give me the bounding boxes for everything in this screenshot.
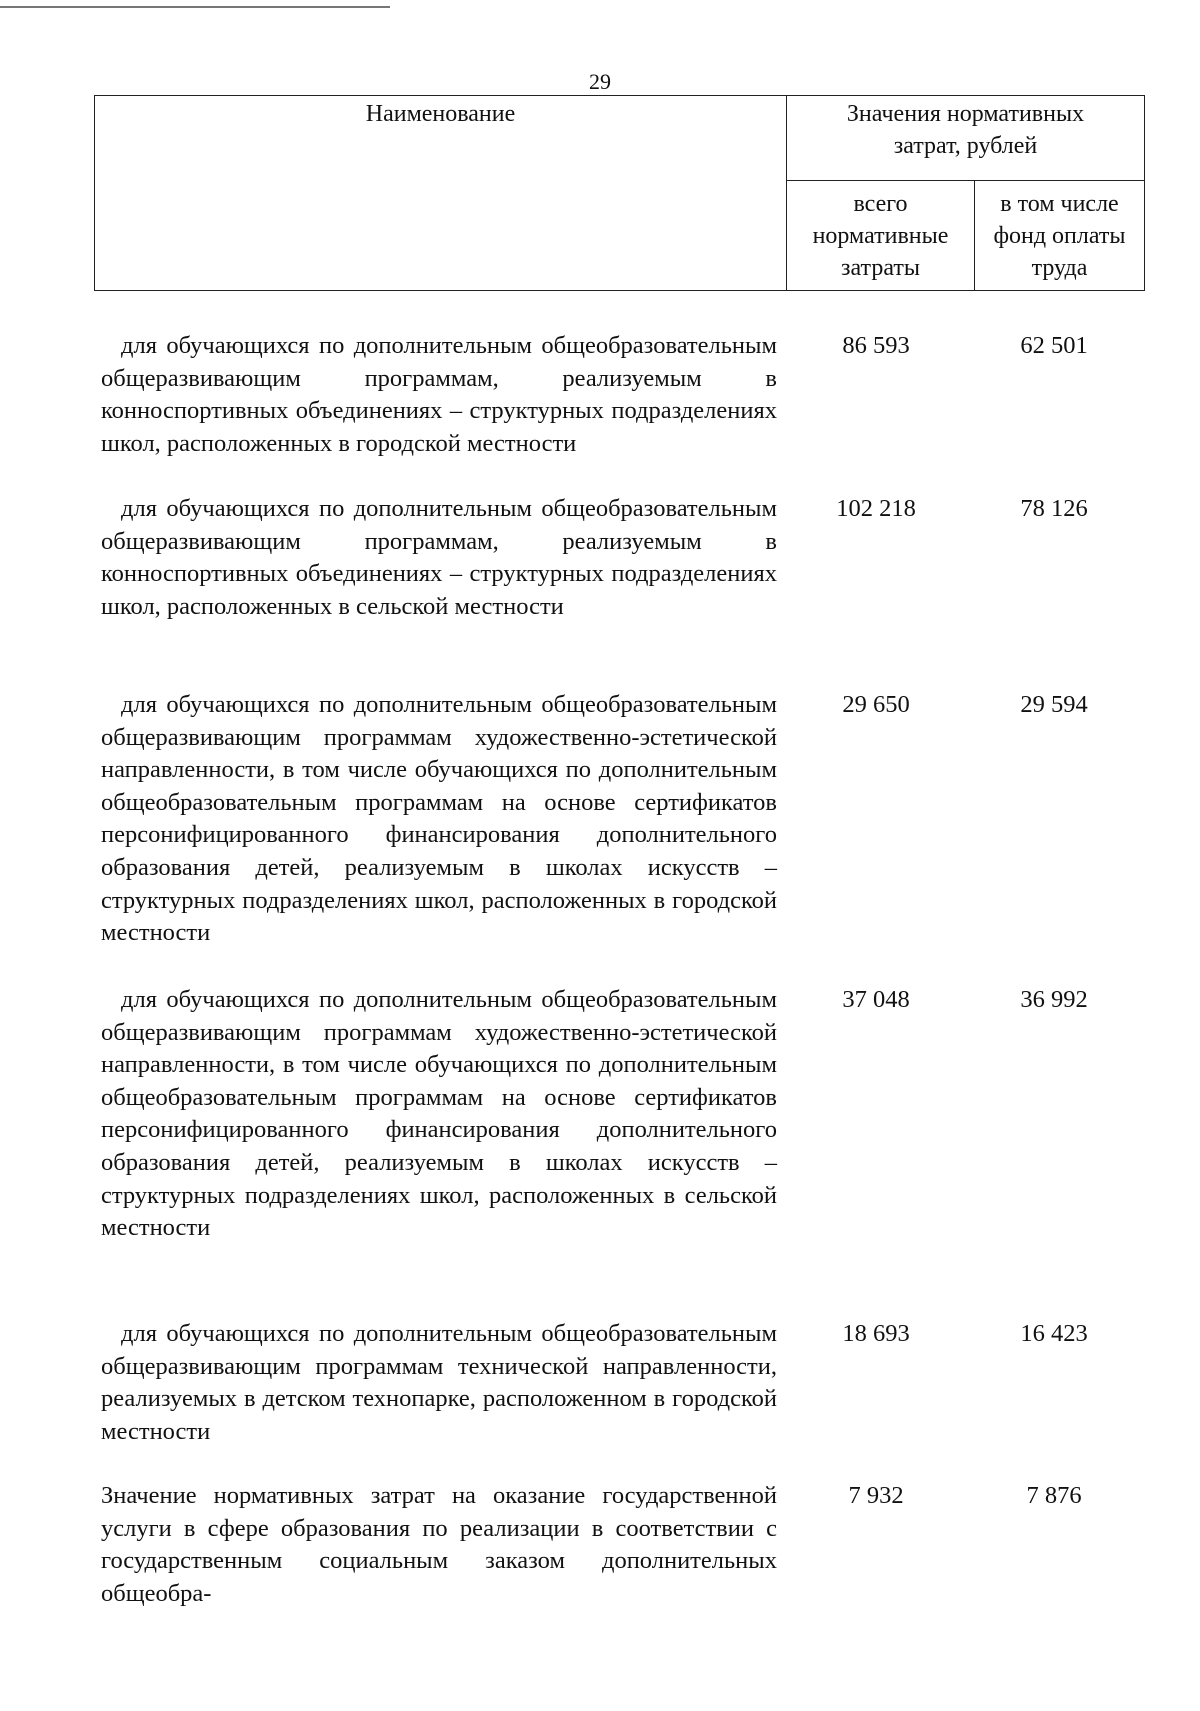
row-fot-value: 36 992 — [1020, 986, 1088, 1013]
row-fot-value: 16 423 — [1020, 1320, 1088, 1347]
column-header-total-text: всего нормативные затраты — [812, 190, 949, 281]
row-total-value: 102 218 — [836, 495, 916, 522]
row-fot-value: 7 876 — [1026, 1482, 1082, 1509]
row-total-value: 18 693 — [842, 1320, 910, 1347]
row-description: для обучающихся по дополнительным общеобразовательным общеразвивающим программам технической направленности, реализуемых в детском технопарке, расположенном в городской местности — [101, 1320, 777, 1445]
row-description: для обучающихся по дополнительным общеобразовательным общеразвивающим программам, реализуемым в конноспортивных объединениях – структурных подразделениях школ, расположенных в сельской местности — [101, 495, 777, 620]
row-description: для обучающихся по дополнительным общеобразовательным общеразвивающим программам, реализуемым в конноспортивных объединениях – структурных подразделениях школ, расположенных в городской местности — [101, 332, 777, 457]
column-header-fot — [975, 181, 1145, 291]
row-total-value: 29 650 — [842, 691, 910, 718]
column-header-values-text: Значения нормативных затрат, рублей — [846, 101, 1085, 159]
column-header-fot-text: в том числе фонд оплаты труда — [993, 190, 1126, 281]
column-header-total — [787, 181, 975, 291]
column-header-values — [787, 96, 1145, 181]
row-fot-value: 62 501 — [1020, 332, 1088, 359]
row-description: Значение нормативных затрат на оказание государственной услуги в сфере образования по реализации в соответствии с государственным социальным заказом дополнительных общеобра- — [101, 1482, 777, 1607]
row-description: для обучающихся по дополнительным общеобразовательным общеразвивающим программам художественно-эстетической направленности, в том числе обучающихся по дополнительным общеобразовательным программам на основе сертификатов персонифицированного финансирования дополнительного образования детей, реализуемым в школах искусств – структурных подразделениях школ, расположенных в сельской местности — [101, 986, 777, 1242]
row-description: для обучающихся по дополнительным общеобразовательным общеразвивающим программам художественно-эстетической направленности, в том числе обучающихся по дополнительным общеобразовательным программам на основе сертификатов персонифицированного финансирования дополнительного образования детей, реализуемым в школах искусств – структурных подразделениях школ, расположенных в городской местности — [101, 691, 777, 947]
row-total-value: 37 048 — [842, 986, 910, 1013]
row-fot-value: 29 594 — [1020, 691, 1088, 718]
row-total-value: 86 593 — [842, 332, 910, 359]
page-number: 29 — [589, 69, 611, 94]
table-header — [94, 95, 1145, 291]
row-fot-value: 78 126 — [1020, 495, 1088, 522]
top-rule — [0, 6, 390, 8]
column-header-name: Наименование — [95, 96, 787, 291]
row-total-value: 7 932 — [848, 1482, 904, 1509]
